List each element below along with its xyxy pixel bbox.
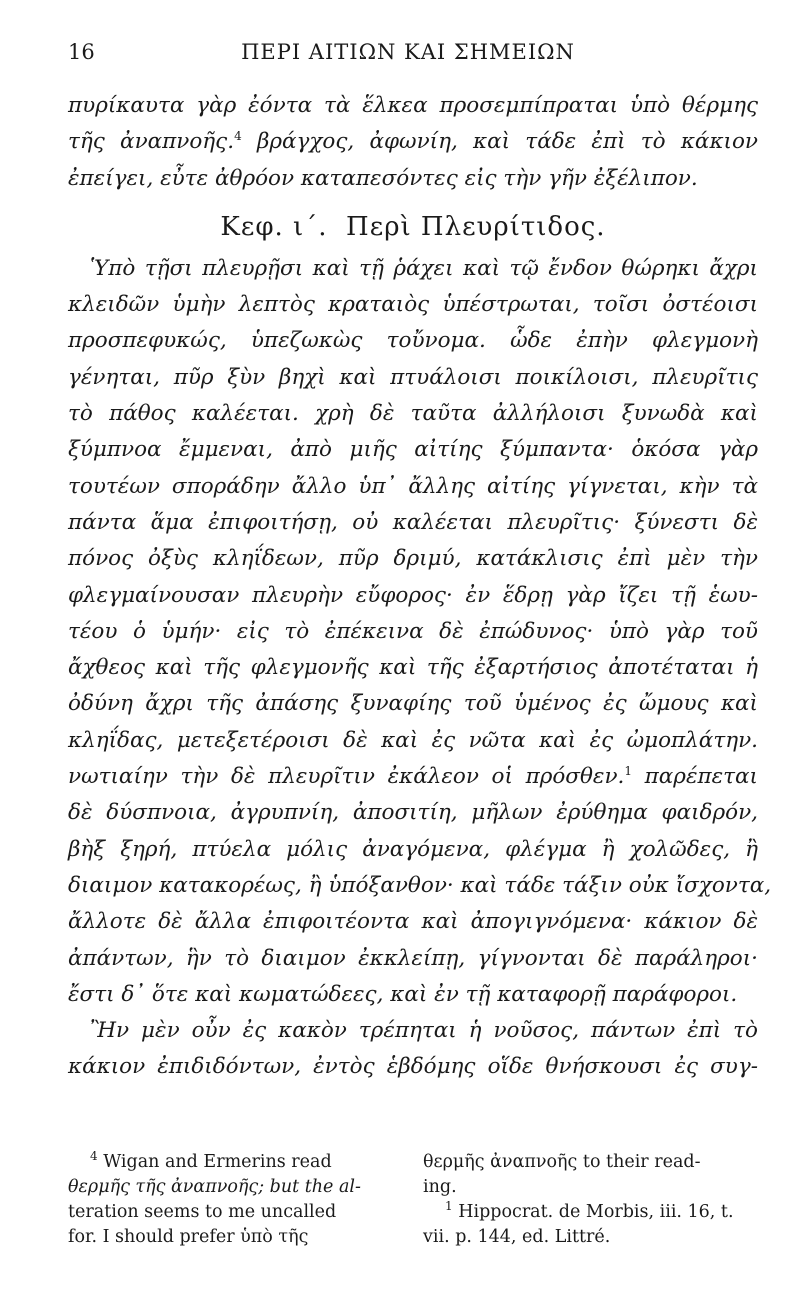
footnote-ref: 4 — [234, 129, 242, 144]
text-fragment: τῆς ἀναπνοῆς. — [68, 129, 235, 155]
text-line: Ὑπὸ τῇσι πλευρῇσι καὶ τῇ ῥάχει καὶ τῷ ἔνδον θώρηκι ἄχρι — [90, 255, 758, 281]
text-line: φλεγμαίνουσαν πλευρὴν εὔφορος· ἐν ἕδρῃ γὰρ ἴζει τῇ ἑωυ- — [68, 582, 758, 608]
text-line: κληΐδας, μετεξετέροισι δὲ καὶ ἐς νῶτα καὶ ἐς ὠμοπλάτην. — [68, 727, 758, 753]
text-line: Ἢν μὲν οὖν ἐς κακὸν τρέπηται ἡ νοῦσος, πάντων ἐπὶ τὸ — [90, 1018, 758, 1044]
text-line: τέου ὁ ὑμήν· εἰς τὸ ἐπέκεινα δὲ ἐπώδυνος· ὑπὸ γὰρ τοῦ — [68, 618, 758, 644]
footnote-marker: 4 — [90, 1149, 98, 1164]
text-line: ἔστι δ᾽ ὅτε καὶ κωματώδεες, καὶ ἐν τῇ καταφορῇ παράφοροι. — [68, 981, 738, 1007]
footnote-line: θερμῆς ἀναπνοῆς to their read- — [423, 1152, 701, 1172]
chapter-heading — [68, 203, 758, 251]
text-line: πόνος ὀξὺς κληΐδεων, πῦρ δριμύ, κατάκλισις ἐπὶ μὲν τὴν — [68, 546, 758, 572]
text-line: πάντα ἅμα ἐπιφοιτήσῃ, οὐ καλέεται πλευρῖτις· ξύνεστι δὲ — [68, 509, 758, 535]
text-line: δὲ δύσπνοια, ἀγρυπνίη, ἀποσιτίη, μῆλων ἐρύθημα φαιδρόν, — [68, 800, 758, 826]
text-line: γένηται, πῦρ ξὺν βηχὶ καὶ πτυάλοισι ποικίλοισι, πλευρῖτις — [68, 364, 758, 390]
text-line: προσπεφυκώς, ὑπεζωκὼς τοὔνομα. ὧδε ἐπὴν φλεγμονὴ — [68, 328, 758, 354]
footnote-line: ing. — [423, 1177, 457, 1197]
text-line: ξύμπνοα ἔμμεναι, ἀπὸ μιῆς αἰτίης ξύμπαντα· ὁκόσα γὰρ — [68, 437, 758, 463]
footnote-marker: 1 — [445, 1199, 453, 1214]
running-head — [68, 40, 748, 70]
text-line: ἄχθεος καὶ τῆς φλεγμονῆς καὶ τῆς ἐξαρτήσιος ἀποτέταται ἡ — [68, 655, 758, 681]
footnote-line: vii. p. 144, ed. Littré. — [423, 1227, 611, 1247]
chapter-label: Κεφ. ι΄. — [220, 211, 328, 242]
text-fragment: νωτιαίην τὴν δὲ πλευρῖτιν ἐκάλεον οἱ πρόσθεν. — [68, 764, 625, 790]
body-text — [68, 88, 772, 1086]
chapter-title: Περὶ Πλευρίτιδος. — [346, 211, 606, 242]
footnote-column-right — [423, 1150, 753, 1250]
text-line — [68, 759, 758, 795]
text-line: τὸ πάθος καλέεται. χρὴ δὲ ταῦτα ἀλλήλοισι ξυνωδὰ καὶ — [68, 401, 758, 427]
text-line: ἄλλοτε δὲ ἄλλα ἐπιφοιτέοντα καὶ ἀπογιγνόμενα· κάκιον δὲ — [68, 909, 758, 935]
text-line: ἐπείγει, εὖτε ἀθρόον καταπεσόντες εἰς τὴν γῆν ἐξέλιπον. — [68, 165, 698, 191]
book-page — [68, 0, 772, 1303]
footnote-line: for. I should prefer ὑπὸ τῆς — [68, 1227, 309, 1247]
text-line: βὴξ ξηρή, πτύελα μόλις ἀναγόμενα, φλέγμα ἢ χολῶδες, ἢ — [68, 836, 758, 862]
text-line: ἀπάντων, ἣν τὸ διαιμον ἐκκλείπῃ, γίγνονται δὲ παράληροι· — [68, 945, 758, 971]
text-fragment: βράγχος, ἀφωνίη, καὶ τάδε ἐπὶ τὸ κάκιον — [241, 129, 758, 155]
footnote-text: Wigan and Ermerins read — [103, 1152, 332, 1172]
footnote-line: teration seems to me uncalled — [68, 1202, 337, 1222]
footnote-ref: 1 — [624, 763, 632, 778]
page-number: 16 — [68, 40, 95, 64]
footnote-column-left — [68, 1150, 398, 1250]
text-fragment: παρέπεται — [632, 764, 758, 790]
text-line: διαιμον κατακορέως, ἢ ὑπόξανθον· καὶ τάδε τάξιν οὐκ ἴσχοντα, — [68, 872, 772, 898]
text-line: κλειδῶν ὑμὴν λεπτὸς κραταιὸς ὑπέστρωται, τοῖσι ὀστέοισι — [68, 292, 758, 318]
footnote-line: θερμῆς τῆς ἀναπνοῆς; but the al- — [68, 1177, 361, 1197]
running-title: ΠΕΡΙ ΑΙΤΙΩΝ ΚΑΙ ΣΗΜΕΙΩΝ — [241, 40, 575, 64]
text-line — [68, 124, 758, 160]
text-line: πυρίκαυτα γὰρ ἐόντα τὰ ἕλκεα προσεμπίπραται ὑπὸ θέρμης — [68, 93, 758, 118]
text-line: τουτέων σποράδην ἄλλο ὑπ᾽ ἄλλης αἰτίης γίγνεται, κὴν τὰ — [68, 473, 758, 499]
text-line: ὀδύνη ἄχρι τῆς ἀπάσης ξυναφίης τοῦ ὑμένος ἐς ὤμους καὶ — [68, 691, 758, 717]
footnote-line — [423, 1200, 753, 1225]
footnote-line — [68, 1150, 398, 1175]
text-line: κάκιον ἐπιδιδόντων, ἐντὸς ἑβδόμης οἵδε θνήσκουσι ἐς συγ- — [68, 1054, 758, 1080]
footnote-text: Hippocrat. de Morbis, iii. 16, t. — [458, 1202, 734, 1222]
